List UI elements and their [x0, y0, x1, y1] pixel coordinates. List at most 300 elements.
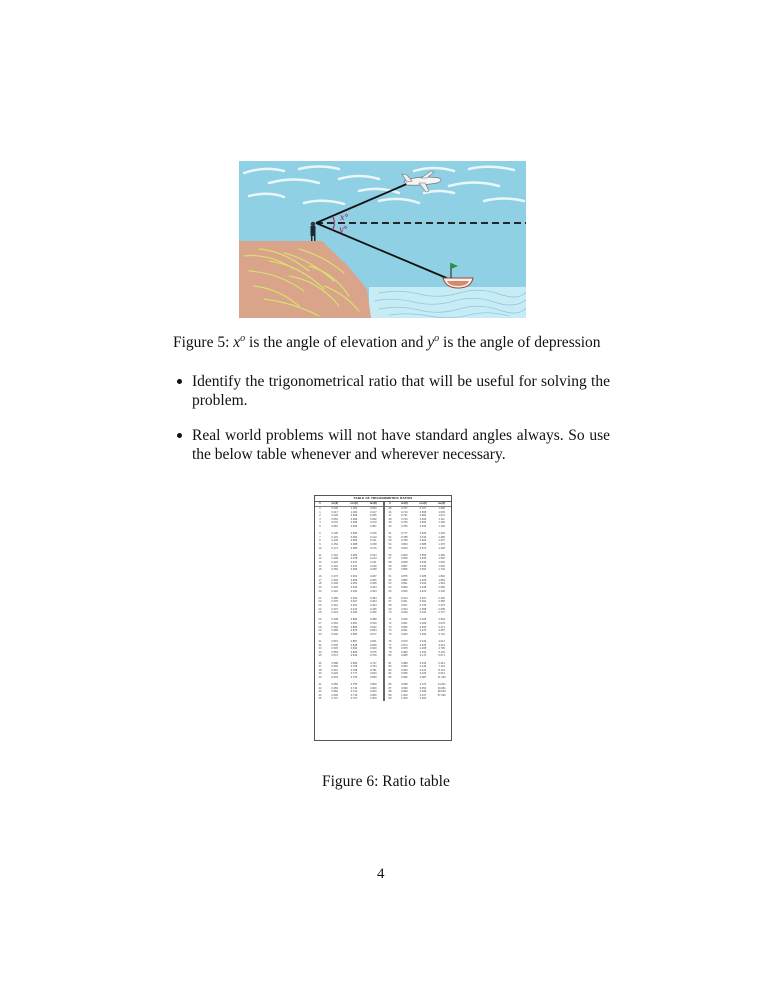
table-cell: 0.695	[419, 510, 427, 514]
table-cell: 0.344	[370, 586, 377, 590]
table-cell: 0.982	[350, 553, 358, 557]
table-cell: 0.933	[370, 690, 377, 694]
table-row	[315, 676, 383, 680]
table-cell: 0.869	[370, 683, 377, 687]
bullet-icon	[177, 433, 182, 438]
table-cell: 0.682	[331, 690, 338, 694]
table-cell: 0.985	[350, 546, 358, 550]
table-cell: 0.966	[401, 632, 408, 636]
table-cell: 0.384	[370, 596, 377, 600]
table-cell: 0.602	[331, 665, 338, 669]
table-cell: 0.731	[401, 514, 408, 518]
figure-5-illustration	[239, 161, 526, 318]
table-cell: 0.559	[331, 650, 338, 654]
table-cell: 1.483	[438, 553, 445, 557]
table-cell: 1.280	[438, 535, 445, 539]
table-cell: 0.087	[331, 524, 338, 528]
table-header-cell: θ	[319, 502, 321, 505]
table-cell: 1.036	[438, 510, 445, 514]
table-cell: 0.469	[419, 578, 427, 582]
caption-suffix: is the angle of depression	[439, 334, 601, 352]
table-cell: 0.899	[350, 618, 358, 622]
table-cell: 0.488	[370, 618, 377, 622]
table-cell: 0.577	[370, 632, 377, 636]
table-cell: 0.848	[401, 560, 408, 564]
table-cell: 1.072	[438, 514, 445, 518]
table-row	[385, 568, 451, 572]
table-cell: 0.500	[419, 568, 427, 572]
table-cell: 0.857	[401, 564, 408, 568]
table-cell: 0.242	[419, 639, 427, 643]
table-cell: 1.235	[438, 532, 445, 536]
table-cell: 69	[388, 607, 392, 611]
table-cell: 0.017	[370, 510, 377, 514]
table-cell: 0.951	[401, 622, 408, 625]
bullet-text: Real world problems will not have standard angles always. So use the below table whenever and wherever necessary.	[192, 427, 610, 463]
table-cell: 24	[318, 607, 322, 611]
table-cell: 0.934	[350, 596, 358, 600]
table-cell: 0.809	[350, 661, 358, 665]
table-cell: 0.891	[401, 582, 408, 586]
table-cell: 0.287	[370, 575, 377, 579]
table-cell: 29	[318, 629, 322, 633]
table-cell: 0.956	[350, 578, 358, 582]
table-cell: 0.191	[419, 650, 427, 654]
table-cell: 0.707	[350, 697, 358, 701]
table-cell: 0.017	[331, 510, 338, 514]
table-cell: 17	[318, 578, 322, 582]
table-cell: 0.309	[331, 582, 338, 586]
table-cell: 86	[388, 683, 392, 687]
table-cell: 80	[388, 654, 392, 658]
table-cell: 74	[388, 629, 392, 633]
table-cell: 0.819	[350, 654, 358, 658]
table-cell: 0.156	[331, 542, 338, 546]
table-cell: 0.559	[419, 553, 427, 557]
table-cell: 0.999	[401, 686, 408, 690]
table-cell: 14.301	[437, 683, 446, 687]
table-cell: 0.424	[370, 604, 377, 608]
table-cell: 0.970	[401, 639, 408, 643]
table-cell: 0.000	[419, 697, 427, 701]
table-cell: 0.754	[370, 665, 377, 669]
table-cell: 0.883	[401, 578, 408, 582]
trig-ratio-table	[314, 495, 452, 741]
table-cell: 77	[388, 643, 392, 647]
table-cell: 32	[318, 643, 322, 647]
table-cell: 0.982	[401, 650, 408, 654]
bullet-item	[176, 426, 610, 464]
table-cell: 0.358	[419, 607, 427, 611]
table-cell: 2	[319, 514, 321, 518]
table-cell: 7	[319, 535, 321, 539]
table-cell: 1.881	[438, 578, 445, 582]
table-cell: 0.176	[370, 546, 377, 550]
table-cell: 1	[319, 510, 321, 514]
table-cell: 5	[319, 524, 321, 528]
table-cell: 0.123	[370, 535, 377, 539]
table-cell: 0.242	[331, 564, 338, 568]
table-cell: 0.695	[331, 693, 338, 697]
table-cell: 0.445	[370, 607, 377, 611]
table-cell: 0.875	[350, 629, 358, 633]
table-cell: 81	[388, 661, 392, 665]
table-cell: 0.927	[350, 600, 358, 604]
table-cell: 0.970	[350, 564, 358, 568]
table-cell: 0.616	[419, 535, 427, 539]
table-cell: 0.995	[401, 672, 408, 676]
table-cell: 0.988	[401, 661, 408, 665]
table-cell: 0.974	[350, 560, 358, 564]
table-cell: 0.174	[419, 654, 427, 658]
table-cell: 0.532	[370, 625, 377, 629]
table-cell: 0.292	[331, 578, 338, 582]
table-cell: 41	[318, 683, 322, 687]
table-cell: 0.156	[419, 661, 427, 665]
table-row	[315, 590, 383, 594]
table-cell: 0.946	[401, 618, 408, 622]
table-cell: 0.810	[370, 672, 377, 676]
table-cell: 55	[388, 546, 392, 550]
table-cell: 0.326	[419, 618, 427, 622]
table-cell: 0.259	[419, 632, 427, 636]
table-cell: 0.766	[401, 524, 408, 528]
table-cell: 0.364	[370, 589, 377, 593]
table-cell: 5.671	[438, 654, 445, 658]
table-cell: 0.035	[370, 514, 377, 518]
table-row	[385, 590, 451, 594]
table-cell: 0.819	[401, 546, 408, 550]
table-row	[315, 525, 383, 529]
table-header-cell: tan(θ)	[369, 502, 377, 505]
table-cell: 0.469	[331, 625, 338, 629]
table-cell: 1.192	[438, 524, 445, 528]
table-cell: 28	[318, 625, 322, 629]
table-cell: 0.625	[370, 643, 377, 647]
table-cell: 0.727	[370, 661, 377, 665]
table-cell: 0.105	[419, 672, 427, 676]
figure-5-caption	[173, 333, 601, 352]
table-cell: 1.600	[438, 560, 445, 564]
table-cell: 0.966	[350, 568, 358, 572]
table-header-cell: sin(θ)	[400, 502, 408, 505]
table-cell: 76	[388, 639, 392, 643]
table-cell: 61	[388, 575, 392, 579]
table-row	[385, 676, 451, 680]
table-cell: 62	[388, 578, 392, 582]
table-cell: 0.602	[419, 539, 427, 543]
table-cell: 0.700	[370, 654, 377, 658]
table-cell: 0	[319, 507, 321, 510]
table-cell: 78	[388, 647, 392, 651]
table-cell: 0.438	[419, 586, 427, 590]
figure-6-caption: Figure 6: Ratio table	[322, 773, 450, 790]
table-cell: 0.978	[401, 647, 408, 651]
table-cell: 52	[388, 535, 392, 539]
table-cell: 1.000	[438, 507, 445, 510]
table-cell: 64	[388, 586, 392, 590]
table-cell: 0.070	[419, 683, 427, 687]
table-cell: 0.755	[350, 683, 358, 687]
table-cell: 0.629	[331, 672, 338, 676]
table-cell: 1.150	[438, 521, 445, 525]
table-cell: 25	[318, 611, 322, 615]
table-cell: 4.011	[438, 639, 445, 643]
table-cell: 0.951	[350, 582, 358, 586]
table-row	[315, 568, 383, 572]
table-cell: 63	[388, 582, 392, 586]
table-cell: 35	[318, 654, 322, 658]
table-cell: 42	[318, 686, 322, 690]
table-header-cell: tan(θ)	[438, 502, 446, 505]
table-cell: 28.636	[437, 690, 446, 694]
table-cell: 0.225	[331, 560, 338, 564]
caption-x-sup: o	[240, 333, 246, 344]
table-cell: 9.514	[438, 672, 445, 676]
table-cell: 0.781	[370, 668, 377, 672]
table-cell: 1.540	[438, 557, 445, 561]
table-cell: 4.331	[438, 643, 445, 647]
table-cell: 39	[318, 672, 322, 676]
table-cell: 90	[388, 697, 392, 701]
table-cell: 0.249	[370, 564, 377, 568]
table-cell: 0.643	[331, 675, 338, 679]
table-row	[315, 654, 383, 658]
bullet-list	[176, 372, 610, 480]
table-row	[315, 611, 383, 615]
table-cell: 0.554	[370, 629, 377, 633]
table-cell: 0.530	[331, 643, 338, 647]
table-cell: 0.530	[419, 560, 427, 564]
table-cell: 0.122	[419, 668, 427, 672]
table-cell: 0.485	[331, 629, 338, 633]
table-cell: 0.588	[419, 542, 427, 546]
table-cell: 1.376	[438, 542, 445, 546]
elevation-label: x°	[340, 213, 349, 222]
table-row	[385, 654, 451, 658]
table-cell: 0.809	[401, 542, 408, 546]
table-cell: 0.208	[331, 557, 338, 561]
table-cell: 0.325	[370, 582, 377, 586]
table-cell: 6.314	[438, 661, 445, 665]
bullet-text: Identify the trigonometrical ratio that will be useful for solving the problem.	[192, 373, 610, 409]
table-cell: 12	[318, 557, 322, 561]
table-cell: 0.866	[350, 632, 358, 636]
bullet-icon	[177, 379, 182, 384]
table-cell: 1.000	[350, 507, 358, 510]
table-cell: 0.601	[370, 639, 377, 643]
table-cell: 88	[388, 690, 392, 694]
table-cell: 15	[318, 568, 322, 572]
table-cell: 0.993	[350, 535, 358, 539]
table-cell: 0.988	[350, 542, 358, 546]
table-cell: 0.906	[350, 611, 358, 615]
table-cell: 2.356	[438, 600, 445, 604]
table-cell: 51	[388, 532, 392, 536]
table-cell: 0.342	[331, 589, 338, 593]
table-cell: 2.050	[438, 586, 445, 590]
table-cell: 44	[318, 693, 322, 697]
table-cell: 2.747	[438, 611, 445, 615]
table-cell: 0.921	[350, 604, 358, 608]
table-cell: 0.231	[370, 560, 377, 564]
table-cell: 9	[319, 542, 321, 546]
table-cell: 31	[318, 639, 322, 643]
table-cell: 0.000	[331, 507, 338, 510]
table-cell: 0.956	[401, 625, 408, 629]
table-cell: 11.430	[437, 675, 446, 679]
table-cell: 0.276	[419, 629, 427, 633]
table-cell: 0.707	[419, 507, 427, 510]
table-cell: 0.866	[401, 568, 408, 572]
table-row	[315, 547, 383, 551]
table-cell: 75	[388, 632, 392, 636]
table-left-half	[315, 502, 385, 701]
table-cell: 5.145	[438, 650, 445, 654]
table-cell: 2.475	[438, 604, 445, 608]
table-cell: 22	[318, 600, 322, 604]
table-cell: 0.087	[370, 524, 377, 528]
table-cell: 0.017	[419, 693, 427, 697]
table-cell: 0.276	[331, 575, 338, 579]
table-cell: 30	[318, 632, 322, 636]
table-cell: 71	[388, 618, 392, 622]
table-cell: 16	[318, 575, 322, 579]
table-cell: 4	[319, 521, 321, 525]
table-cell: 3	[319, 517, 321, 521]
table-cell: 1.000	[370, 697, 377, 701]
table-cell: 0.829	[350, 650, 358, 654]
table-cell: 0.934	[401, 607, 408, 611]
table-cell: 0.839	[350, 647, 358, 651]
table-cell: 0.927	[401, 604, 408, 608]
table-cell: 0.141	[370, 539, 377, 543]
table-cell: 0.404	[370, 600, 377, 604]
table-cell: 0.375	[419, 604, 427, 608]
table-cell: 59	[388, 564, 392, 568]
table-cell: 0.423	[419, 589, 427, 593]
table-cell: 46	[388, 510, 392, 514]
table-cell: 0.268	[370, 568, 377, 572]
table-cell: 0.391	[419, 600, 427, 604]
table-cell: 0.999	[401, 690, 408, 694]
table-cell: 0.656	[419, 521, 427, 525]
table-cell: 0.259	[331, 568, 338, 572]
table-cell: 0.788	[401, 535, 408, 539]
table-cell: 0.966	[370, 693, 377, 697]
table-cell: 0.000	[370, 507, 377, 510]
table-row	[315, 633, 383, 637]
table-cell: 0.208	[419, 647, 427, 651]
table-cell: 34	[318, 650, 322, 654]
table-cell: 0.996	[350, 524, 358, 528]
table-cell: 0.731	[350, 690, 358, 694]
table-cell: 36	[318, 661, 322, 665]
table-cell: 58	[388, 560, 392, 564]
table-cell: 1.000	[401, 697, 408, 701]
table-cell: 2.904	[438, 618, 445, 622]
table-cell: 0.454	[331, 622, 338, 625]
table-cell: 0.122	[331, 535, 338, 539]
table-cell: 0.105	[370, 532, 377, 536]
table-cell: 60	[388, 568, 392, 572]
table-cell: 0.629	[419, 532, 427, 536]
depression-label: y°	[339, 225, 348, 234]
table-cell: 0.839	[401, 557, 408, 561]
table-cell: 40	[318, 675, 322, 679]
table-cell: 57	[388, 557, 392, 561]
table-cell: 3.732	[438, 632, 445, 636]
table-cell: 0.213	[370, 557, 377, 561]
table-cell: 70	[388, 611, 392, 615]
table-cell: 66	[388, 596, 392, 600]
table-cell: 67	[388, 600, 392, 604]
table-cell: 0.914	[350, 607, 358, 611]
table-cell: 0.423	[331, 611, 338, 615]
table-cell: 0.139	[419, 665, 427, 669]
table-cell: 0.974	[401, 643, 408, 647]
table-cell: 0.306	[370, 578, 377, 582]
table-cell: 0.921	[401, 600, 408, 604]
table-cell: 33	[318, 647, 322, 651]
table-cell: 0.996	[401, 675, 408, 679]
table-cell: 0.891	[350, 622, 358, 625]
table-cell: 0.438	[331, 618, 338, 622]
table-cell: 73	[388, 625, 392, 629]
table-cell: 0.993	[401, 668, 408, 672]
table-cell: 0.643	[419, 524, 427, 528]
angle-elevation-depression-drawing	[239, 161, 526, 318]
table-cell: 89	[388, 693, 392, 697]
table-cell: 0.358	[331, 596, 338, 600]
table-cell: 0.707	[401, 507, 408, 510]
table-cell: 7.115	[438, 665, 445, 669]
table-cell: 0.799	[350, 665, 358, 669]
table-cell: 0.342	[419, 611, 427, 615]
table-header-cell: θ	[389, 502, 391, 505]
table-cell: 0.139	[331, 539, 338, 543]
caption-y-var: y	[427, 334, 435, 352]
table-cell: 0.899	[401, 586, 408, 590]
table-cell: 0.292	[419, 625, 427, 629]
table-cell: 14	[318, 564, 322, 568]
table-cell: 68	[388, 604, 392, 608]
table-cell: 0.326	[331, 586, 338, 590]
table-cell: 0.978	[350, 557, 358, 561]
table-cell: 0.719	[350, 693, 358, 697]
table-cell: 6	[319, 532, 321, 536]
table-cell: 0.616	[331, 668, 338, 672]
table-cell: 0.961	[350, 575, 358, 579]
table-cell: 1.963	[438, 582, 445, 586]
table-cell: 2.246	[438, 596, 445, 600]
table-cell: 0.766	[350, 675, 358, 679]
table-header-cell: cos(θ)	[350, 502, 358, 505]
caption-y-sup: o	[434, 333, 440, 344]
table-cell: 0.999	[350, 517, 358, 521]
table-cell: 0.158	[370, 542, 377, 546]
table-cell: 0.906	[401, 589, 408, 593]
table-cell: 1.732	[438, 568, 445, 572]
table-cell: 85	[388, 675, 392, 679]
table-cell: 47	[388, 514, 392, 518]
table-cell: 0.998	[350, 521, 358, 525]
table-cell: 0.574	[419, 546, 427, 550]
table-cell: 0.707	[331, 697, 338, 701]
table-cell: 0.675	[370, 650, 377, 654]
table-cell: 0.669	[331, 686, 338, 690]
table-cell: 19	[318, 586, 322, 590]
